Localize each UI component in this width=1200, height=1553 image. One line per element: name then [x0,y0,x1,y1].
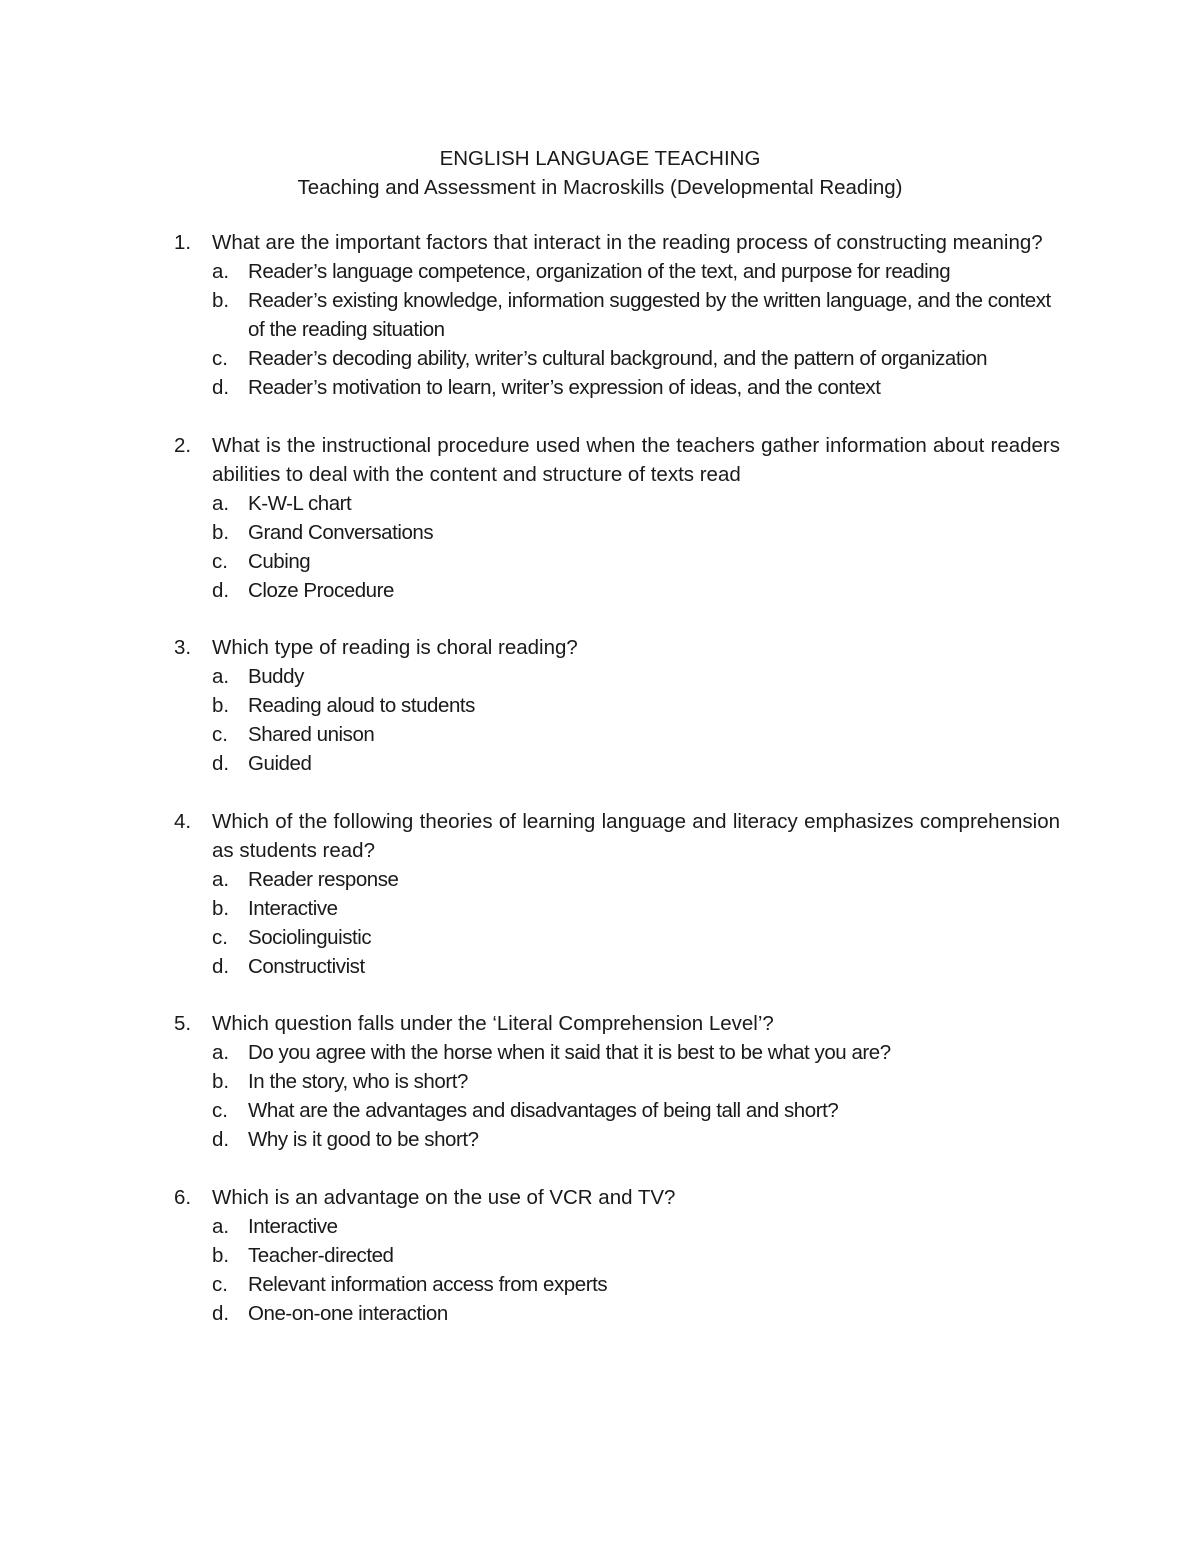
document-title: ENGLISH LANGUAGE TEACHING [439,147,761,170]
option-text: What are the advantages and disadvantages of being tall and short? [248,1099,839,1122]
option-letter: b. [212,694,230,717]
option-text: Interactive [248,896,338,920]
option-text: Do you agree with the horse when it said that it is best to be what you are? [248,1041,891,1064]
option-item [212,1038,1060,1067]
question-2 [174,431,1060,605]
option-letter: d. [212,1301,230,1325]
option-item [212,1270,1060,1299]
option-item [212,373,1060,402]
option-text: Reader’s language competence, organization of the text, and purpose for reading [248,260,951,283]
option-text: Grand Conversations [248,520,434,544]
option-text: Cloze Procedure [248,578,394,602]
option-item [212,518,1060,547]
option-letter: a. [212,867,230,891]
option-list [212,257,1060,402]
option-text: Sociolinguistic [248,925,372,949]
question-text: What is the instructional procedure used when the teachers gather information about readers abilities to deal with the content and structure of texts read [212,433,1060,486]
option-letter: b. [212,1070,230,1093]
option-text: Shared unison [248,723,375,746]
option-item [212,1241,1060,1270]
document-header [0,144,1200,202]
option-text: Buddy [248,665,304,688]
option-letter: a. [212,1041,230,1064]
option-letter: b. [212,1243,230,1267]
option-text: Cubing [248,549,311,573]
option-letter: c. [212,925,228,949]
option-item [212,749,1060,778]
option-item [212,547,1060,576]
option-item [212,952,1060,981]
option-letter: d. [212,376,230,399]
question-text: Which is an advantage on the use of VCR and TV? [212,1185,676,1209]
question-number: 5. [174,1012,192,1035]
option-text: In the story, who is short? [248,1070,468,1093]
option-list [212,1212,1060,1328]
question-3 [174,633,1060,778]
option-list [212,489,1060,605]
question-4 [174,807,1060,981]
option-item [212,923,1060,952]
option-text: K-W-L chart [248,491,352,515]
option-letter: a. [212,1214,230,1238]
option-text: Guided [248,752,312,775]
option-item [212,1125,1060,1154]
option-letter: a. [212,260,230,283]
option-list [212,865,1060,981]
question-1 [174,228,1060,402]
option-item [212,286,1060,344]
question-number: 2. [174,433,192,457]
option-letter: b. [212,289,230,312]
option-item [212,257,1060,286]
option-letter: c. [212,723,228,746]
option-item [212,1299,1060,1328]
option-list [212,662,1060,778]
option-text: Constructivist [248,954,365,978]
question-text: Which of the following theories of learning language and literacy emphasizes comprehension as students read? [212,809,1060,862]
question-number: 3. [174,636,192,659]
option-item [212,894,1060,923]
option-letter: a. [212,491,230,515]
question-number: 6. [174,1185,192,1209]
option-item [212,1212,1060,1241]
question-list [174,228,1060,1356]
option-item [212,662,1060,691]
option-text: Why is it good to be short? [248,1128,479,1151]
document-subtitle: Teaching and Assessment in Macroskills (Developmental Reading) [297,176,903,199]
option-text: Teacher-directed [248,1243,394,1267]
option-text: One-on-one interaction [248,1301,448,1325]
option-text: Reading aloud to students [248,694,475,717]
option-text: Reader’s motivation to learn, writer’s expression of ideas, and the context [248,376,881,399]
option-item [212,720,1060,749]
option-letter: c. [212,347,228,370]
question-number: 1. [174,231,192,254]
option-item [212,1096,1060,1125]
option-item [212,865,1060,894]
question-number: 4. [174,809,192,833]
option-text: Reader response [248,867,399,891]
option-letter: c. [212,1272,228,1296]
option-list [212,1038,1060,1154]
option-letter: d. [212,578,230,602]
option-item [212,576,1060,605]
question-text: Which type of reading is choral reading? [212,636,578,659]
option-letter: d. [212,752,230,775]
option-text: Interactive [248,1214,338,1238]
option-item [212,344,1060,373]
option-letter: d. [212,1128,230,1151]
option-item [212,691,1060,720]
option-text: Reader’s decoding ability, writer’s cultural background, and the pattern of organization [248,347,988,370]
option-letter: b. [212,520,230,544]
question-6 [174,1183,1060,1328]
option-letter: d. [212,954,230,978]
question-text: What are the important factors that interact in the reading process of constructing meaning? [212,231,1043,254]
option-text: Reader’s existing knowledge, information suggested by the written language, and the context of the reading situation [248,289,1051,341]
option-letter: c. [212,549,228,573]
question-5 [174,1009,1060,1154]
option-item [212,489,1060,518]
option-text: Relevant information access from experts [248,1272,608,1296]
question-text: Which question falls under the ‘Literal Comprehension Level’? [212,1012,774,1035]
option-item [212,1067,1060,1096]
option-letter: a. [212,665,230,688]
option-letter: c. [212,1099,228,1122]
option-letter: b. [212,896,230,920]
